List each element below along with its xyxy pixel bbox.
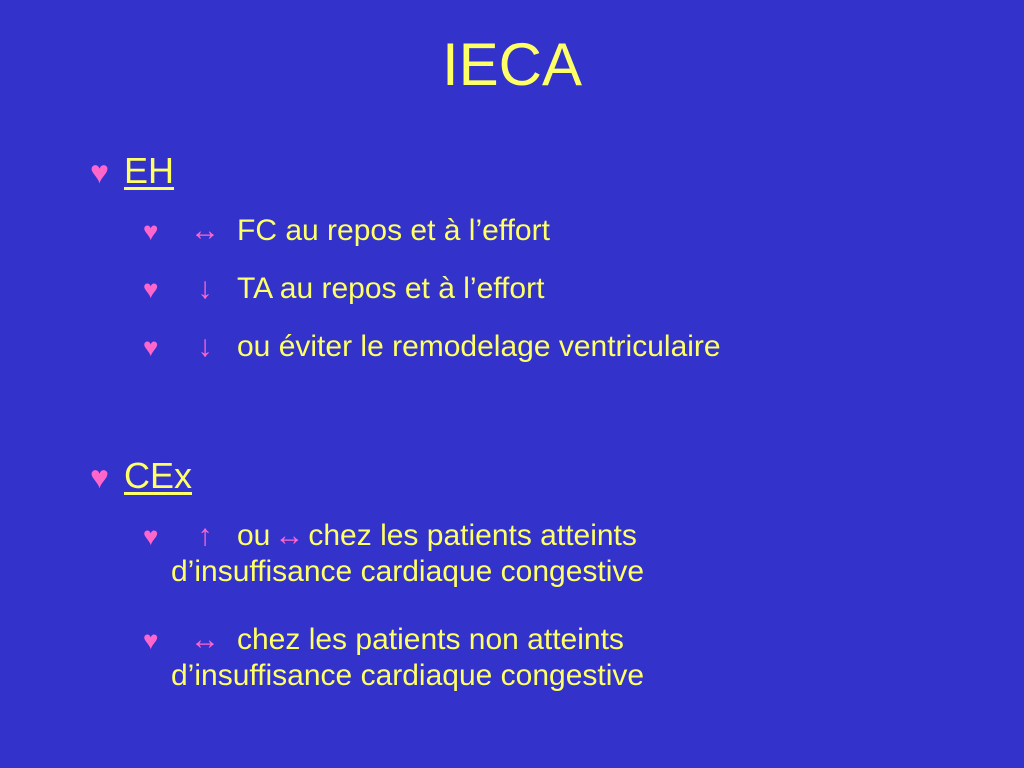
- list-item: [143, 271, 544, 307]
- list-item: [143, 518, 644, 589]
- arrow-left-right-icon: ↔: [190, 214, 220, 247]
- item-text: ou éviter le remodelage ventriculaire: [237, 330, 721, 363]
- heart-icon: ♥: [143, 332, 159, 362]
- list-item: [143, 622, 644, 693]
- item-text-continued: d’insuffisance cardiaque congestive: [171, 659, 645, 692]
- arrow-left-right-icon: ↔: [274, 519, 305, 552]
- arrow-left-right-icon: ↔: [190, 623, 220, 656]
- item-text: TA au repos et à l’effort: [237, 272, 545, 305]
- item-text: chez les patients atteints: [308, 519, 637, 552]
- item-pre-text: ou: [237, 519, 271, 552]
- section-heading: EH: [124, 150, 175, 191]
- section-cex: [90, 455, 192, 498]
- arrow-down-icon: ↓: [197, 330, 213, 363]
- arrow-down-icon: ↓: [197, 272, 213, 305]
- heart-icon: ♥: [90, 459, 109, 495]
- slide-title: IECA: [441, 31, 583, 98]
- section-eh: [90, 150, 174, 193]
- item-text-continued: d’insuffisance cardiaque congestive: [171, 555, 645, 588]
- heart-icon: ♥: [143, 521, 159, 551]
- item-text: chez les patients non atteints: [237, 623, 624, 656]
- heart-icon: ♥: [90, 154, 109, 190]
- arrow-up-icon: ↑: [197, 519, 213, 552]
- heart-icon: ♥: [143, 216, 159, 246]
- heart-icon: ♥: [143, 274, 159, 304]
- list-item: [143, 329, 721, 365]
- section-heading: CEx: [124, 455, 193, 496]
- heart-icon: ♥: [143, 625, 159, 655]
- item-text: FC au repos et à l’effort: [237, 214, 550, 247]
- list-item: [143, 213, 550, 249]
